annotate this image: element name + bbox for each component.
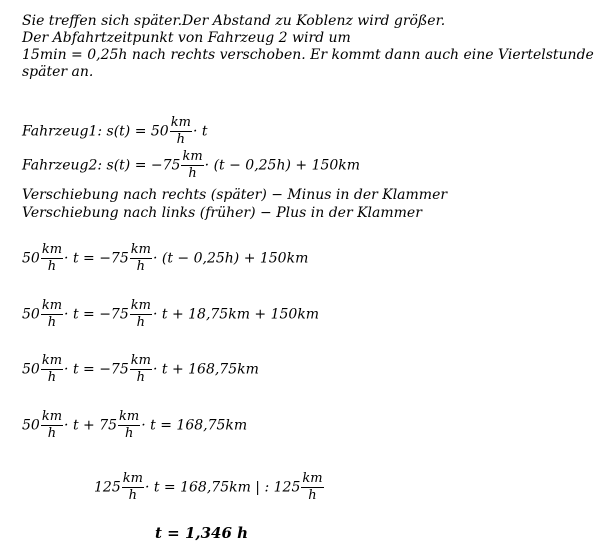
unit-fraction: $\frac{km}{h}$ [41, 353, 63, 385]
unit-fraction: $\frac{km}{h}$ [119, 409, 140, 441]
unit-fraction: $\frac{km}{h}$ [41, 409, 63, 441]
step-3-equation: 50 $\frac{km}{h}$ · t = −75 $\frac{km}{h}$ · t + 168,75km [22, 353, 259, 385]
intro-line-2: Der Abfahrtzeitpunkt von Fahrzeug 2 wird um [22, 30, 351, 46]
unit-fraction: $\frac{km}{h}$ [302, 471, 323, 503]
note-line-right: Verschiebung nach rechts (später) − Minus in der Klammer [22, 187, 448, 203]
unit-fraction: $\frac{km}{h}$ [130, 242, 151, 274]
result: t = 1,346 h [155, 524, 249, 542]
step-1-equation: 50 $\frac{km}{h}$ · t = −75 $\frac{km}{h}$ · (t − 0,25h) + 150km [22, 242, 309, 274]
unit-fraction: $\frac{km}{h}$ [122, 471, 143, 503]
unit-fraction: $\frac{km}{h}$ [182, 149, 203, 181]
note-line-left: Verschiebung nach links (früher) − Plus in der Klammer [22, 205, 422, 221]
intro-line-1: Sie treffen sich später.Der Abstand zu Koblenz wird größer. [22, 13, 446, 29]
fahrzeug1-equation: Fahrzeug1: s(t) = 50 $\frac{km}{h}$ · t [22, 115, 208, 147]
step-4-equation: 50 $\frac{km}{h}$ · t + 75 $\frac{km}{h}$ · t = 168,75km [22, 409, 248, 441]
unit-fraction: $\frac{km}{h}$ [130, 298, 151, 330]
unit-fraction: $\frac{km}{h}$ [41, 298, 63, 330]
unit-fraction: $\frac{km}{h}$ [170, 115, 191, 147]
fahrzeug2-equation: Fahrzeug2: s(t) = −75 $\frac{km}{h}$ · (t − 0,25h) + 150km [22, 149, 361, 181]
intro-line-4: später an. [22, 64, 94, 80]
step-2-equation: 50 $\frac{km}{h}$ · t = −75 $\frac{km}{h}$ · t + 18,75km + 150km [22, 298, 320, 330]
intro-line-3: 15min = 0,25h nach rechts verschoben. Er kommt dann auch eine Viertelstunde [22, 47, 594, 63]
unit-fraction: $\frac{km}{h}$ [41, 242, 63, 274]
step-5-equation: 125 $\frac{km}{h}$ · t = 168,75km | : 125 $\frac{km}{h}$ [94, 471, 323, 503]
unit-fraction: $\frac{km}{h}$ [130, 353, 151, 385]
